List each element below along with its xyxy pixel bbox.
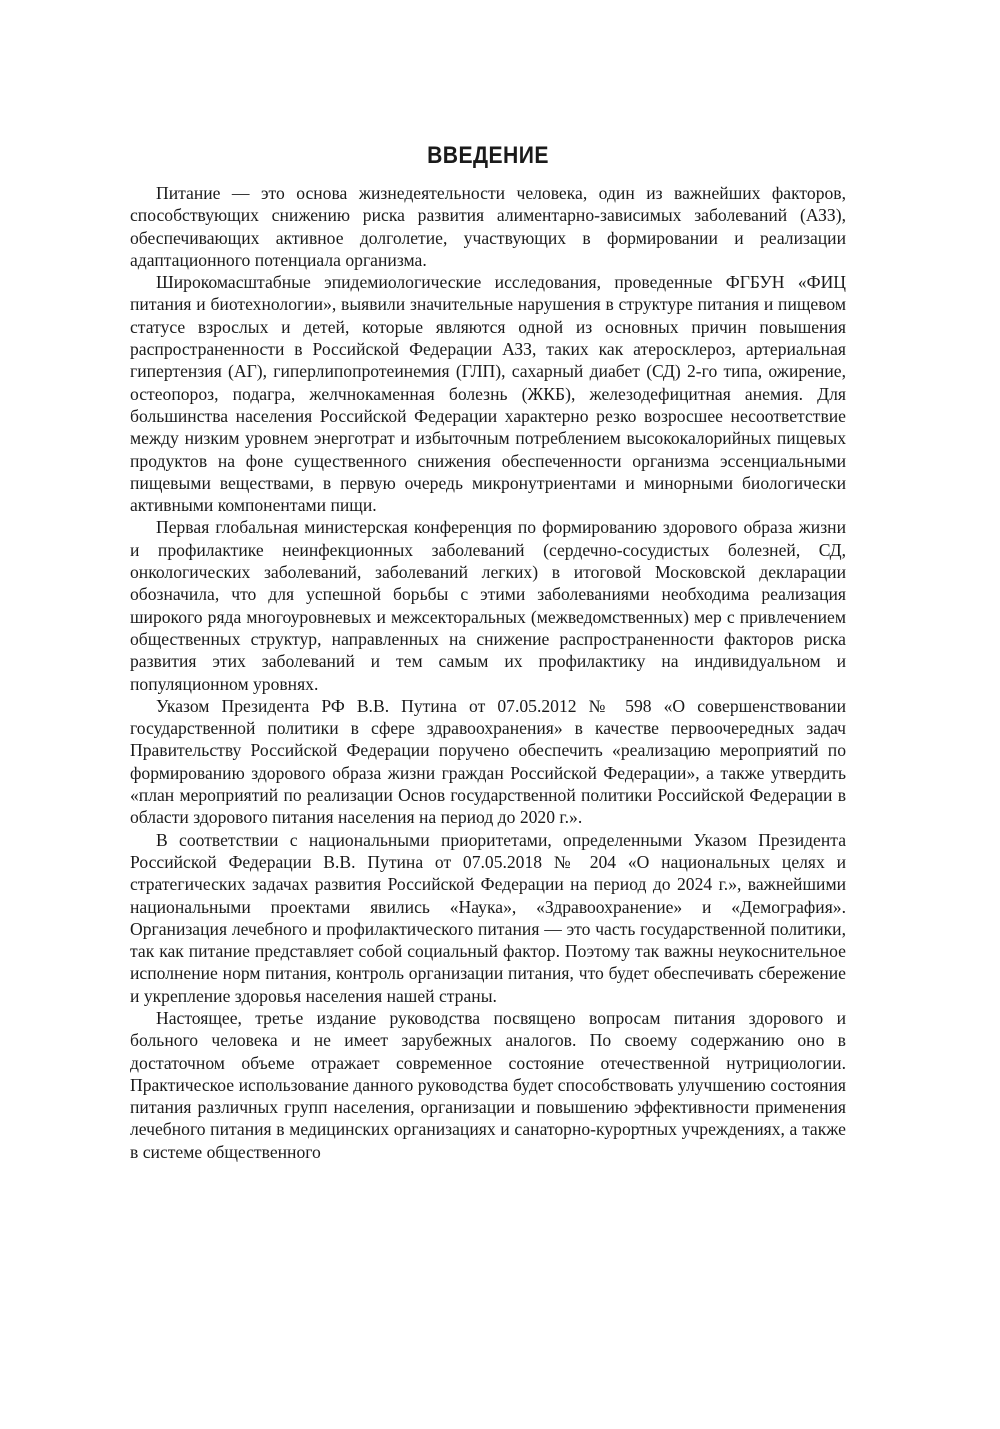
paragraph-2: Широкомасштабные эпидемиологические исследования, проведенные ФГБУН «ФИЦ питания и биотехнологии», выявили значительные нарушения в структуре питания и пищевом статусе взрослых и детей, которые являются одной из основных причин повышения распространенности в Российской Федерации АЗЗ, таких как атеросклероз, артериальная гипертензия (АГ), гиперлипопротеинемия (ГЛП), сахарный диабет (СД) 2-го типа, ожирение, остеопороз, подагра, желчнокаменная болезнь (ЖКБ), железодефицитная анемия. Для большинства населения Российской Федерации характерно резко возросшее несоответствие между низким уровнем энерготрат и избыточным потреблением высококалорийных пищевых продуктов на фоне существенного снижения обеспеченности организма эссенциальными пищевыми веществами, в первую очередь микронутриентами и минорными биологически активными компонентами пищи. (130, 272, 846, 516)
body-text (130, 182, 846, 1163)
paragraph-6: Настоящее, третье издание руководства посвящено вопросам питания здорового и больного человека и не имеет зарубежных аналогов. По своему содержанию оно в достаточном объеме отражает современное состояние отечественной нутрициологии. Практическое использование данного руководства будет способствовать улучшению состояния питания различных групп населения, организации и повышению эффективности применения лечебного питания в медицинских организациях и санаторно-курортных учреждениях, а также в системе общественного (130, 1007, 846, 1162)
paragraph-3: Первая глобальная министерская конференция по формированию здорового образа жизни и профилактике неинфекционных заболеваний (сердечно-сосудистых болезней, СД, онкологических заболеваний, заболеваний легких) в итоговой Московской декларации обозначила, что для успешной борьбы с этими заболеваниями необходима реализация широкого ряда многоуровневых и межсекторальных (межведомственных) мер с привлечением общественных структур, направленных на снижение распространенности факторов риска развития этих заболеваний и тем самым их профилактику на индивидуальном и популяционном уровнях. (130, 517, 846, 694)
paragraph-5: В соответствии с национальными приоритетами, определенными Указом Президента Российской Федерации В.В. Путина от 07.05.2018 № 204 «О национальных целях и стратегических задачах развития Российской Федерации на период до 2024 г.», важнейшими национальными проектами явились «Наука», «Здравоохранение» и «Демография». Организация лечебного и профилактического питания — это часть государственной политики, так как питание представляет собой социальный фактор. Поэтому так важны неукоснительное исполнение норм питания, контроль организации питания, что будет обеспечивать сбережение и укрепление здоровья населения нашей страны. (130, 829, 846, 1006)
page-title: ВВЕДЕНИЕ (427, 142, 549, 169)
paragraph-1: Питание — это основа жизнедеятельности человека, один из важнейших факторов, способствующих снижению риска развития алиментарно-зависимых заболеваний (АЗЗ), обеспечивающих активное долголетие, участвующих в формировании и реализации адаптационного потенциала организма. (130, 183, 846, 270)
paragraph-4: Указом Президента РФ В.В. Путина от 07.05.2012 № 598 «О совершенствовании государственной политики в сфере здравоохранения» в качестве первоочередных задач Правительству Российской Федерации поручено обеспечить «реализацию мероприятий по формированию здорового образа жизни граждан Российской Федерации», а также утвердить «план мероприятий по реализации Основ государственной политики Российской Федерации в области здорового питания населения на период до 2020 г.». (130, 695, 846, 828)
document-page (130, 140, 846, 1163)
